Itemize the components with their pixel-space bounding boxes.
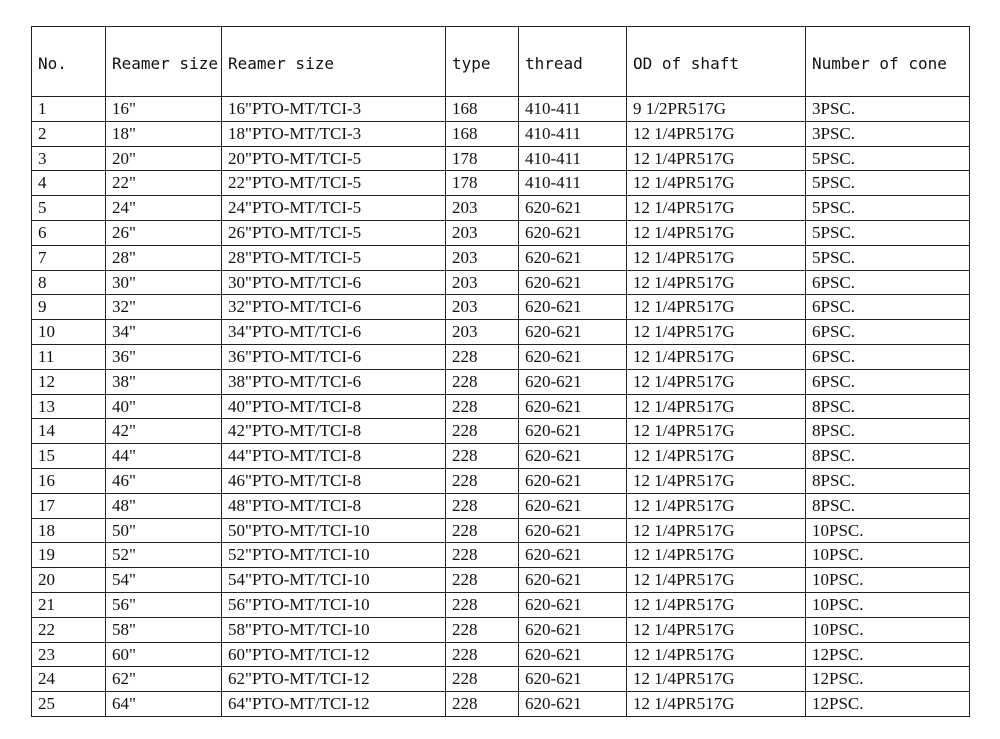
cell-thread: 410-411 [519, 146, 627, 171]
cell-reamer-size: 44" [106, 444, 222, 469]
cell-no: 8 [32, 270, 106, 295]
cell-od-of-shaft: 12 1/4PR517G [627, 394, 806, 419]
cell-no: 1 [32, 97, 106, 122]
cell-no: 11 [32, 344, 106, 369]
cell-thread: 620-621 [519, 468, 627, 493]
cell-number-of-cone: 5PSC. [806, 245, 970, 270]
cell-reamer-model: 18"PTO-MT/TCI-3 [222, 121, 446, 146]
cell-number-of-cone: 8PSC. [806, 419, 970, 444]
cell-reamer-size: 50" [106, 518, 222, 543]
cell-reamer-model: 52"PTO-MT/TCI-10 [222, 543, 446, 568]
table-row [32, 568, 970, 593]
cell-reamer-size: 60" [106, 642, 222, 667]
table-row [32, 270, 970, 295]
cell-no: 9 [32, 295, 106, 320]
table-body [32, 97, 970, 717]
cell-od-of-shaft: 12 1/4PR517G [627, 369, 806, 394]
cell-no: 24 [32, 667, 106, 692]
cell-no: 17 [32, 493, 106, 518]
cell-type: 228 [446, 518, 519, 543]
table-row [32, 220, 970, 245]
cell-number-of-cone: 5PSC. [806, 220, 970, 245]
table-row [32, 344, 970, 369]
cell-od-of-shaft: 12 1/4PR517G [627, 196, 806, 221]
table-row [32, 543, 970, 568]
cell-reamer-model: 46"PTO-MT/TCI-8 [222, 468, 446, 493]
cell-reamer-model: 38"PTO-MT/TCI-6 [222, 369, 446, 394]
cell-number-of-cone: 6PSC. [806, 320, 970, 345]
cell-reamer-size: 30" [106, 270, 222, 295]
cell-no: 22 [32, 617, 106, 642]
table-row [32, 642, 970, 667]
cell-type: 203 [446, 320, 519, 345]
cell-thread: 620-621 [519, 444, 627, 469]
header-od-of-shaft: OD of shaft [627, 27, 806, 97]
cell-no: 2 [32, 121, 106, 146]
cell-number-of-cone: 10PSC. [806, 543, 970, 568]
cell-thread: 620-621 [519, 493, 627, 518]
cell-number-of-cone: 3PSC. [806, 121, 970, 146]
cell-od-of-shaft: 9 1/2PR517G [627, 97, 806, 122]
cell-number-of-cone: 12PSC. [806, 667, 970, 692]
cell-type: 228 [446, 468, 519, 493]
cell-no: 23 [32, 642, 106, 667]
cell-thread: 620-621 [519, 568, 627, 593]
table-row [32, 667, 970, 692]
cell-reamer-model: 28"PTO-MT/TCI-5 [222, 245, 446, 270]
cell-thread: 410-411 [519, 121, 627, 146]
header-type: type [446, 27, 519, 97]
table-row [32, 196, 970, 221]
cell-type: 228 [446, 617, 519, 642]
cell-no: 12 [32, 369, 106, 394]
table-row [32, 493, 970, 518]
cell-od-of-shaft: 12 1/4PR517G [627, 568, 806, 593]
cell-reamer-size: 34" [106, 320, 222, 345]
table-row [32, 592, 970, 617]
cell-no: 18 [32, 518, 106, 543]
table-row [32, 245, 970, 270]
cell-reamer-size: 38" [106, 369, 222, 394]
cell-thread: 410-411 [519, 97, 627, 122]
cell-thread: 620-621 [519, 667, 627, 692]
table-row [32, 518, 970, 543]
cell-reamer-size: 58" [106, 617, 222, 642]
table-row [32, 171, 970, 196]
cell-no: 7 [32, 245, 106, 270]
cell-number-of-cone: 5PSC. [806, 146, 970, 171]
cell-thread: 620-621 [519, 642, 627, 667]
table-row [32, 468, 970, 493]
cell-reamer-model: 34"PTO-MT/TCI-6 [222, 320, 446, 345]
cell-type: 203 [446, 220, 519, 245]
cell-reamer-model: 50"PTO-MT/TCI-10 [222, 518, 446, 543]
cell-type: 203 [446, 270, 519, 295]
cell-thread: 620-621 [519, 320, 627, 345]
cell-type: 228 [446, 592, 519, 617]
cell-od-of-shaft: 12 1/4PR517G [627, 518, 806, 543]
cell-reamer-size: 18" [106, 121, 222, 146]
cell-type: 203 [446, 295, 519, 320]
cell-thread: 620-621 [519, 220, 627, 245]
header-reamer-model: Reamer size [222, 27, 446, 97]
table-row [32, 419, 970, 444]
cell-reamer-size: 28" [106, 245, 222, 270]
table-row [32, 320, 970, 345]
cell-number-of-cone: 10PSC. [806, 518, 970, 543]
cell-no: 14 [32, 419, 106, 444]
cell-no: 21 [32, 592, 106, 617]
cell-thread: 620-621 [519, 369, 627, 394]
cell-thread: 620-621 [519, 518, 627, 543]
cell-type: 228 [446, 667, 519, 692]
cell-number-of-cone: 5PSC. [806, 171, 970, 196]
cell-thread: 620-621 [519, 196, 627, 221]
cell-type: 228 [446, 642, 519, 667]
cell-reamer-size: 20" [106, 146, 222, 171]
cell-no: 19 [32, 543, 106, 568]
cell-no: 16 [32, 468, 106, 493]
cell-reamer-model: 26"PTO-MT/TCI-5 [222, 220, 446, 245]
cell-number-of-cone: 6PSC. [806, 295, 970, 320]
cell-od-of-shaft: 12 1/4PR517G [627, 444, 806, 469]
header-no: No. [32, 27, 106, 97]
cell-od-of-shaft: 12 1/4PR517G [627, 617, 806, 642]
cell-reamer-model: 30"PTO-MT/TCI-6 [222, 270, 446, 295]
cell-no: 20 [32, 568, 106, 593]
header-reamer-size: Reamer size [106, 27, 222, 97]
cell-od-of-shaft: 12 1/4PR517G [627, 245, 806, 270]
cell-type: 178 [446, 146, 519, 171]
cell-no: 13 [32, 394, 106, 419]
cell-thread: 620-621 [519, 692, 627, 717]
table-header [32, 27, 970, 97]
cell-reamer-size: 40" [106, 394, 222, 419]
table-row [32, 369, 970, 394]
cell-number-of-cone: 8PSC. [806, 394, 970, 419]
cell-number-of-cone: 8PSC. [806, 468, 970, 493]
cell-number-of-cone: 6PSC. [806, 270, 970, 295]
cell-reamer-size: 52" [106, 543, 222, 568]
cell-thread: 620-621 [519, 419, 627, 444]
cell-od-of-shaft: 12 1/4PR517G [627, 270, 806, 295]
cell-thread: 620-621 [519, 394, 627, 419]
cell-type: 228 [446, 344, 519, 369]
cell-type: 203 [446, 245, 519, 270]
cell-type: 168 [446, 121, 519, 146]
cell-reamer-model: 44"PTO-MT/TCI-8 [222, 444, 446, 469]
cell-od-of-shaft: 12 1/4PR517G [627, 642, 806, 667]
cell-od-of-shaft: 12 1/4PR517G [627, 121, 806, 146]
cell-no: 3 [32, 146, 106, 171]
cell-no: 4 [32, 171, 106, 196]
cell-number-of-cone: 5PSC. [806, 196, 970, 221]
cell-number-of-cone: 8PSC. [806, 493, 970, 518]
cell-od-of-shaft: 12 1/4PR517G [627, 592, 806, 617]
cell-reamer-size: 42" [106, 419, 222, 444]
cell-type: 178 [446, 171, 519, 196]
header-number-of-cone: Number of cone [806, 27, 970, 97]
cell-thread: 620-621 [519, 543, 627, 568]
cell-type: 228 [446, 444, 519, 469]
cell-reamer-size: 26" [106, 220, 222, 245]
cell-number-of-cone: 10PSC. [806, 617, 970, 642]
cell-no: 10 [32, 320, 106, 345]
cell-reamer-model: 58"PTO-MT/TCI-10 [222, 617, 446, 642]
cell-thread: 620-621 [519, 295, 627, 320]
cell-thread: 620-621 [519, 245, 627, 270]
table-row [32, 97, 970, 122]
cell-number-of-cone: 12PSC. [806, 692, 970, 717]
cell-od-of-shaft: 12 1/4PR517G [627, 344, 806, 369]
cell-od-of-shaft: 12 1/4PR517G [627, 468, 806, 493]
table-row [32, 394, 970, 419]
table-row [32, 692, 970, 717]
cell-number-of-cone: 8PSC. [806, 444, 970, 469]
cell-no: 5 [32, 196, 106, 221]
cell-od-of-shaft: 12 1/4PR517G [627, 493, 806, 518]
cell-thread: 410-411 [519, 171, 627, 196]
cell-reamer-model: 62"PTO-MT/TCI-12 [222, 667, 446, 692]
cell-type: 228 [446, 493, 519, 518]
cell-reamer-size: 54" [106, 568, 222, 593]
cell-reamer-size: 48" [106, 493, 222, 518]
cell-reamer-size: 64" [106, 692, 222, 717]
cell-reamer-model: 20"PTO-MT/TCI-5 [222, 146, 446, 171]
header-row [32, 27, 970, 97]
cell-od-of-shaft: 12 1/4PR517G [627, 667, 806, 692]
cell-od-of-shaft: 12 1/4PR517G [627, 220, 806, 245]
cell-reamer-size: 32" [106, 295, 222, 320]
cell-reamer-size: 46" [106, 468, 222, 493]
cell-reamer-size: 16" [106, 97, 222, 122]
table-row [32, 121, 970, 146]
cell-reamer-model: 22"PTO-MT/TCI-5 [222, 171, 446, 196]
cell-reamer-model: 64"PTO-MT/TCI-12 [222, 692, 446, 717]
cell-number-of-cone: 6PSC. [806, 344, 970, 369]
cell-od-of-shaft: 12 1/4PR517G [627, 320, 806, 345]
cell-type: 168 [446, 97, 519, 122]
cell-type: 203 [446, 196, 519, 221]
cell-type: 228 [446, 568, 519, 593]
cell-od-of-shaft: 12 1/4PR517G [627, 692, 806, 717]
table-row [32, 295, 970, 320]
table-row [32, 444, 970, 469]
table-row [32, 146, 970, 171]
cell-reamer-model: 32"PTO-MT/TCI-6 [222, 295, 446, 320]
cell-type: 228 [446, 419, 519, 444]
cell-reamer-model: 24"PTO-MT/TCI-5 [222, 196, 446, 221]
cell-od-of-shaft: 12 1/4PR517G [627, 543, 806, 568]
reamer-spec-table [31, 26, 970, 717]
cell-number-of-cone: 12PSC. [806, 642, 970, 667]
cell-no: 6 [32, 220, 106, 245]
cell-reamer-model: 40"PTO-MT/TCI-8 [222, 394, 446, 419]
cell-reamer-model: 42"PTO-MT/TCI-8 [222, 419, 446, 444]
cell-reamer-model: 48"PTO-MT/TCI-8 [222, 493, 446, 518]
cell-od-of-shaft: 12 1/4PR517G [627, 171, 806, 196]
cell-number-of-cone: 10PSC. [806, 592, 970, 617]
cell-reamer-model: 36"PTO-MT/TCI-6 [222, 344, 446, 369]
cell-reamer-size: 62" [106, 667, 222, 692]
cell-reamer-model: 16"PTO-MT/TCI-3 [222, 97, 446, 122]
cell-reamer-size: 22" [106, 171, 222, 196]
cell-reamer-model: 60"PTO-MT/TCI-12 [222, 642, 446, 667]
cell-reamer-model: 54"PTO-MT/TCI-10 [222, 568, 446, 593]
cell-od-of-shaft: 12 1/4PR517G [627, 419, 806, 444]
cell-no: 25 [32, 692, 106, 717]
cell-thread: 620-621 [519, 617, 627, 642]
cell-number-of-cone: 6PSC. [806, 369, 970, 394]
cell-number-of-cone: 3PSC. [806, 97, 970, 122]
cell-type: 228 [446, 543, 519, 568]
cell-reamer-size: 24" [106, 196, 222, 221]
cell-type: 228 [446, 369, 519, 394]
header-thread: thread [519, 27, 627, 97]
cell-thread: 620-621 [519, 270, 627, 295]
cell-no: 15 [32, 444, 106, 469]
cell-reamer-size: 56" [106, 592, 222, 617]
cell-od-of-shaft: 12 1/4PR517G [627, 146, 806, 171]
cell-thread: 620-621 [519, 344, 627, 369]
cell-reamer-model: 56"PTO-MT/TCI-10 [222, 592, 446, 617]
table-row [32, 617, 970, 642]
cell-type: 228 [446, 394, 519, 419]
cell-od-of-shaft: 12 1/4PR517G [627, 295, 806, 320]
cell-number-of-cone: 10PSC. [806, 568, 970, 593]
cell-type: 228 [446, 692, 519, 717]
reamer-spec-table-container [31, 26, 970, 717]
cell-reamer-size: 36" [106, 344, 222, 369]
cell-thread: 620-621 [519, 592, 627, 617]
